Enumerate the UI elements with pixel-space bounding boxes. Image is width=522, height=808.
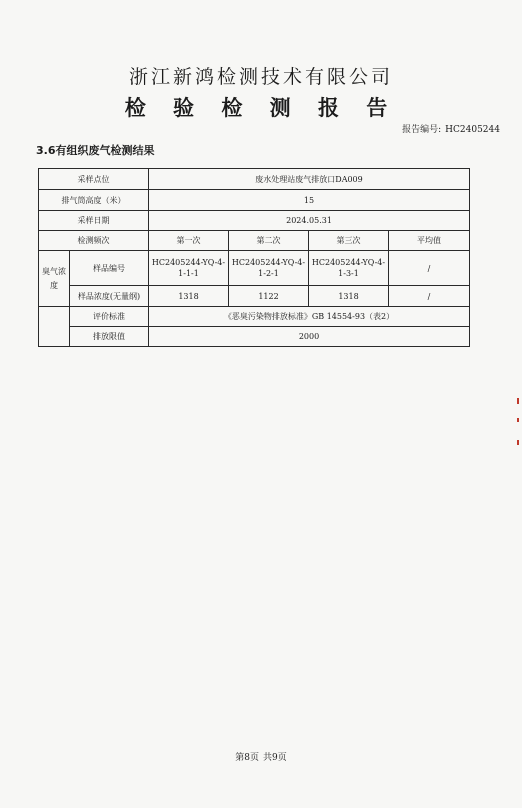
page-number: 第8页 [235, 753, 259, 763]
standard-value: 《恶臭污染物排放标准》GB 14554-93（表2） [149, 307, 470, 327]
sample-id-1: HC2405244-YQ-4-1-1-1 [149, 251, 229, 286]
sample-id-3: HC2405244-YQ-4-1-3-1 [309, 251, 389, 286]
sample-id-label: 样品编号 [70, 251, 149, 286]
sample-id-2: HC2405244-YQ-4-1-2-1 [229, 251, 309, 286]
table-row [39, 286, 470, 307]
column-header-average: 平均值 [389, 231, 470, 251]
concentration-1: 1318 [149, 286, 229, 307]
column-header-3: 第三次 [309, 231, 389, 251]
report-number-value: HC2405244 [445, 125, 500, 135]
results-table [38, 168, 470, 347]
section-title: 3.6有组织废气检测结果 [36, 144, 155, 157]
concentration-average: / [389, 286, 470, 307]
sampling-point-label: 采样点位 [39, 169, 149, 190]
column-header-2: 第二次 [229, 231, 309, 251]
edge-stamp-mark [517, 418, 519, 422]
table-row [39, 211, 470, 231]
sample-id-average: / [389, 251, 470, 286]
stack-height-label: 排气筒高度（米） [39, 190, 149, 211]
report-number-label: 报告编号: [402, 125, 442, 135]
company-name: 浙江新鸿检测技术有限公司 [128, 66, 393, 88]
table-row [39, 327, 470, 347]
edge-stamp-mark [517, 440, 519, 445]
report-number [402, 122, 500, 135]
stack-height-value: 15 [149, 190, 470, 211]
page-footer [0, 750, 522, 763]
odor-group-label: 臭气浓度 [39, 251, 70, 307]
standard-label: 评价标准 [70, 307, 149, 327]
table-row [39, 190, 470, 211]
blank-cell [39, 307, 70, 327]
sampling-date-value: 2024.05.31 [149, 211, 470, 231]
frequency-label: 检测频次 [39, 231, 149, 251]
report-title: 检 验 检 测 报 告 [124, 96, 398, 120]
concentration-label: 样品浓度(无量纲) [70, 286, 149, 307]
edge-stamp-mark [517, 398, 519, 404]
page-total: 共9页 [263, 753, 287, 763]
sampling-date-label: 采样日期 [39, 211, 149, 231]
concentration-2: 1122 [229, 286, 309, 307]
limit-value: 2000 [149, 327, 470, 347]
table-row [39, 169, 470, 190]
table-header-row [39, 231, 470, 251]
table-row [39, 307, 470, 327]
blank-cell [39, 327, 70, 347]
concentration-3: 1318 [309, 286, 389, 307]
table-row [39, 251, 470, 286]
limit-label: 排放限值 [70, 327, 149, 347]
sampling-point-value: 废水处理站废气排放口DA009 [149, 169, 470, 190]
column-header-1: 第一次 [149, 231, 229, 251]
